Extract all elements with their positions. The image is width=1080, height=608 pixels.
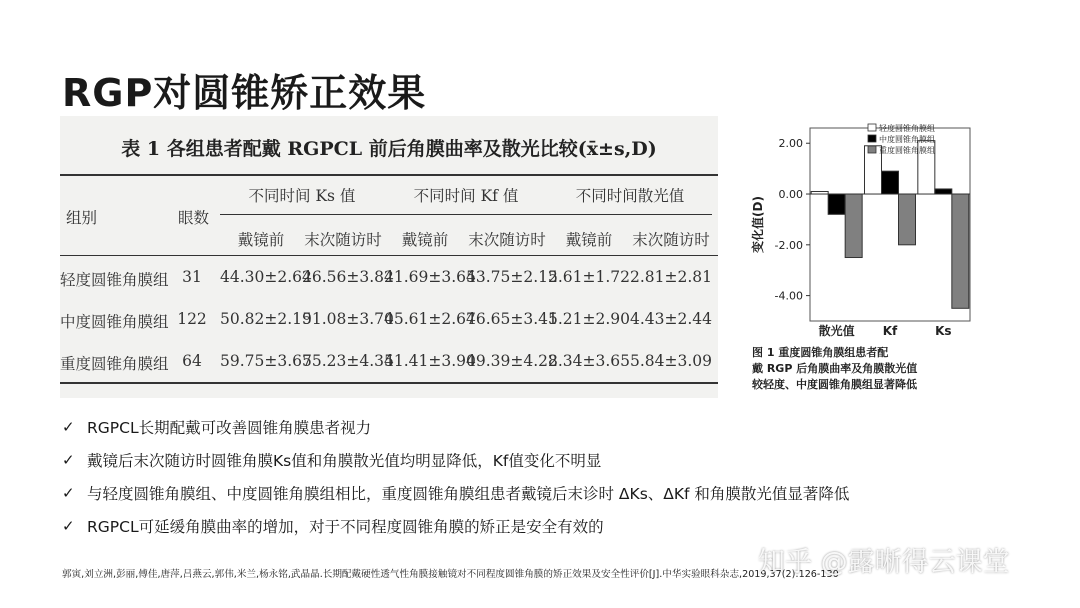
group-header-kf: 不同时间 Kf 值 xyxy=(413,187,519,205)
bar xyxy=(811,191,828,194)
legend-label: 中度圆锥角膜组 xyxy=(879,135,935,144)
table-group-rule xyxy=(220,214,712,215)
bar-chart xyxy=(748,116,1010,406)
reference-citation: 郭寅,刘立洲,彭丽,傅佳,唐萍,吕燕云,郭伟,米兰,杨永铭,武晶晶.长期配戴硬性透气性角膜接触镜对不同程度圆锥角膜的矫正效果及安全性评价[J].中华实验眼科杂志,2019,37(2):126-130 xyxy=(62,569,839,580)
slide-title: RGP对圆锥矫正效果 xyxy=(62,71,427,115)
y-tick-label: 0.00 xyxy=(778,188,803,202)
row-severe-value: 59.75±3.67 xyxy=(220,352,312,370)
x-tick-label: Kf xyxy=(882,324,898,338)
checkmark-icon: ✓ xyxy=(62,516,75,535)
bar xyxy=(935,189,952,194)
bullet-text: RGPCL长期配戴可改善圆锥角膜患者视力 xyxy=(87,418,372,437)
row-moderate-value: 5.21±2.90 xyxy=(548,310,631,328)
legend-swatch xyxy=(868,135,876,142)
row-mild-group: 轻度圆锥角膜组 xyxy=(60,271,169,289)
table-header-rule xyxy=(60,255,718,256)
row-severe-value: 51.41±3.90 xyxy=(384,352,476,370)
figure-caption-line: 较轻度、中度圆锥角膜组显著降低 xyxy=(752,378,917,391)
row-mild-value: 41.69±3.65 xyxy=(384,268,476,286)
row-mild-eyes: 31 xyxy=(182,268,202,286)
subheader-astig-after: 末次随访时 xyxy=(632,231,710,249)
row-severe-eyes: 64 xyxy=(182,352,202,370)
table-caption: 表 1 各组患者配戴 RGPCL 前后角膜曲率及散光比较(x̄±s,D) xyxy=(121,138,657,160)
row-severe-value: 49.39±4.22 xyxy=(466,352,558,370)
bullet-item xyxy=(62,509,849,542)
subheader-ks-before: 戴镜前 xyxy=(237,231,285,249)
row-mild-value: 44.30±2.62 xyxy=(220,268,312,286)
row-severe-value: 55.23±4.34 xyxy=(302,352,394,370)
bar xyxy=(845,194,862,257)
row-moderate-value: 45.61±2.67 xyxy=(384,310,476,328)
row-mild-value: 43.75±2.15 xyxy=(466,268,558,286)
legend-label: 轻度圆锥角膜组 xyxy=(879,124,935,133)
subheader-kf-after: 末次随访时 xyxy=(468,231,546,249)
row-mild-value: 2.61±1.72 xyxy=(548,268,631,286)
row-moderate-value: 4.43±2.44 xyxy=(630,310,713,328)
table-top-rule xyxy=(60,174,718,176)
bullet-text: 与轻度圆锥角膜组、中度圆锥角膜组相比，重度圆锥角膜组患者戴镜后末诊时 ΔKs、ΔKf 和角膜散光值显著降低 xyxy=(87,484,850,503)
legend-swatch xyxy=(868,146,876,153)
group-header-ks: 不同时间 Ks 值 xyxy=(248,187,356,205)
y-axis-label: 变化值(D) xyxy=(751,196,765,253)
bullet-item xyxy=(62,443,849,476)
bullet-item xyxy=(62,410,849,443)
site-watermark: 知乎 @露晰得云课堂 xyxy=(758,547,1010,578)
subheader-kf-before: 戴镜前 xyxy=(401,231,449,249)
legend-swatch xyxy=(868,124,876,131)
col-eyes-header: 眼数 xyxy=(178,209,210,227)
bar xyxy=(899,194,916,245)
x-tick-label: Ks xyxy=(935,324,952,338)
figure-caption-line: 戴 RGP 后角膜曲率及角膜散光值 xyxy=(752,362,918,375)
legend-label: 重度圆锥角膜组 xyxy=(879,146,935,155)
bar xyxy=(882,171,899,194)
row-moderate-value: 46.65±3.41 xyxy=(466,310,558,328)
row-mild-value: 46.56±3.82 xyxy=(302,268,394,286)
row-severe-group: 重度圆锥角膜组 xyxy=(60,355,169,373)
row-severe-value: 8.34±3.65 xyxy=(548,352,631,370)
bar xyxy=(828,194,845,214)
table-panel xyxy=(60,116,718,398)
figure-caption-line: 图 1 重度圆锥角膜组患者配 xyxy=(752,346,889,359)
row-moderate-eyes: 122 xyxy=(177,310,207,328)
y-tick-label: 2.00 xyxy=(778,137,803,151)
checkmark-icon: ✓ xyxy=(62,417,75,436)
plot-frame xyxy=(810,128,970,321)
x-tick-label: 散光值 xyxy=(818,324,855,338)
table-bottom-rule xyxy=(60,382,718,384)
row-moderate-value: 51.08±3.70 xyxy=(302,310,394,328)
row-moderate-value: 50.82±2.19 xyxy=(220,310,312,328)
subheader-ks-after: 末次随访时 xyxy=(304,231,382,249)
row-mild-value: 2.81±2.81 xyxy=(630,268,713,286)
row-severe-value: 5.84±3.09 xyxy=(630,352,713,370)
figure-panel xyxy=(748,116,1010,406)
subheader-astig-before: 戴镜前 xyxy=(565,231,613,249)
bar xyxy=(952,194,969,308)
bullet-text: RGPCL可延缓角膜曲率的增加，对于不同程度圆锥角膜的矫正是安全有效的 xyxy=(87,517,604,536)
bullet-list xyxy=(62,410,849,542)
y-tick-label: -2.00 xyxy=(774,238,803,252)
y-tick-label: -4.00 xyxy=(774,289,803,303)
checkmark-icon: ✓ xyxy=(62,450,75,469)
bullet-text: 戴镜后末次随访时圆锥角膜Ks值和角膜散光值均明显降低，Kf值变化不明显 xyxy=(87,451,602,470)
col-group-header: 组别 xyxy=(66,209,98,227)
row-moderate-group: 中度圆锥角膜组 xyxy=(60,313,169,331)
bullet-item xyxy=(62,476,849,509)
checkmark-icon: ✓ xyxy=(62,483,75,502)
group-header-astig: 不同时间散光值 xyxy=(575,187,685,205)
